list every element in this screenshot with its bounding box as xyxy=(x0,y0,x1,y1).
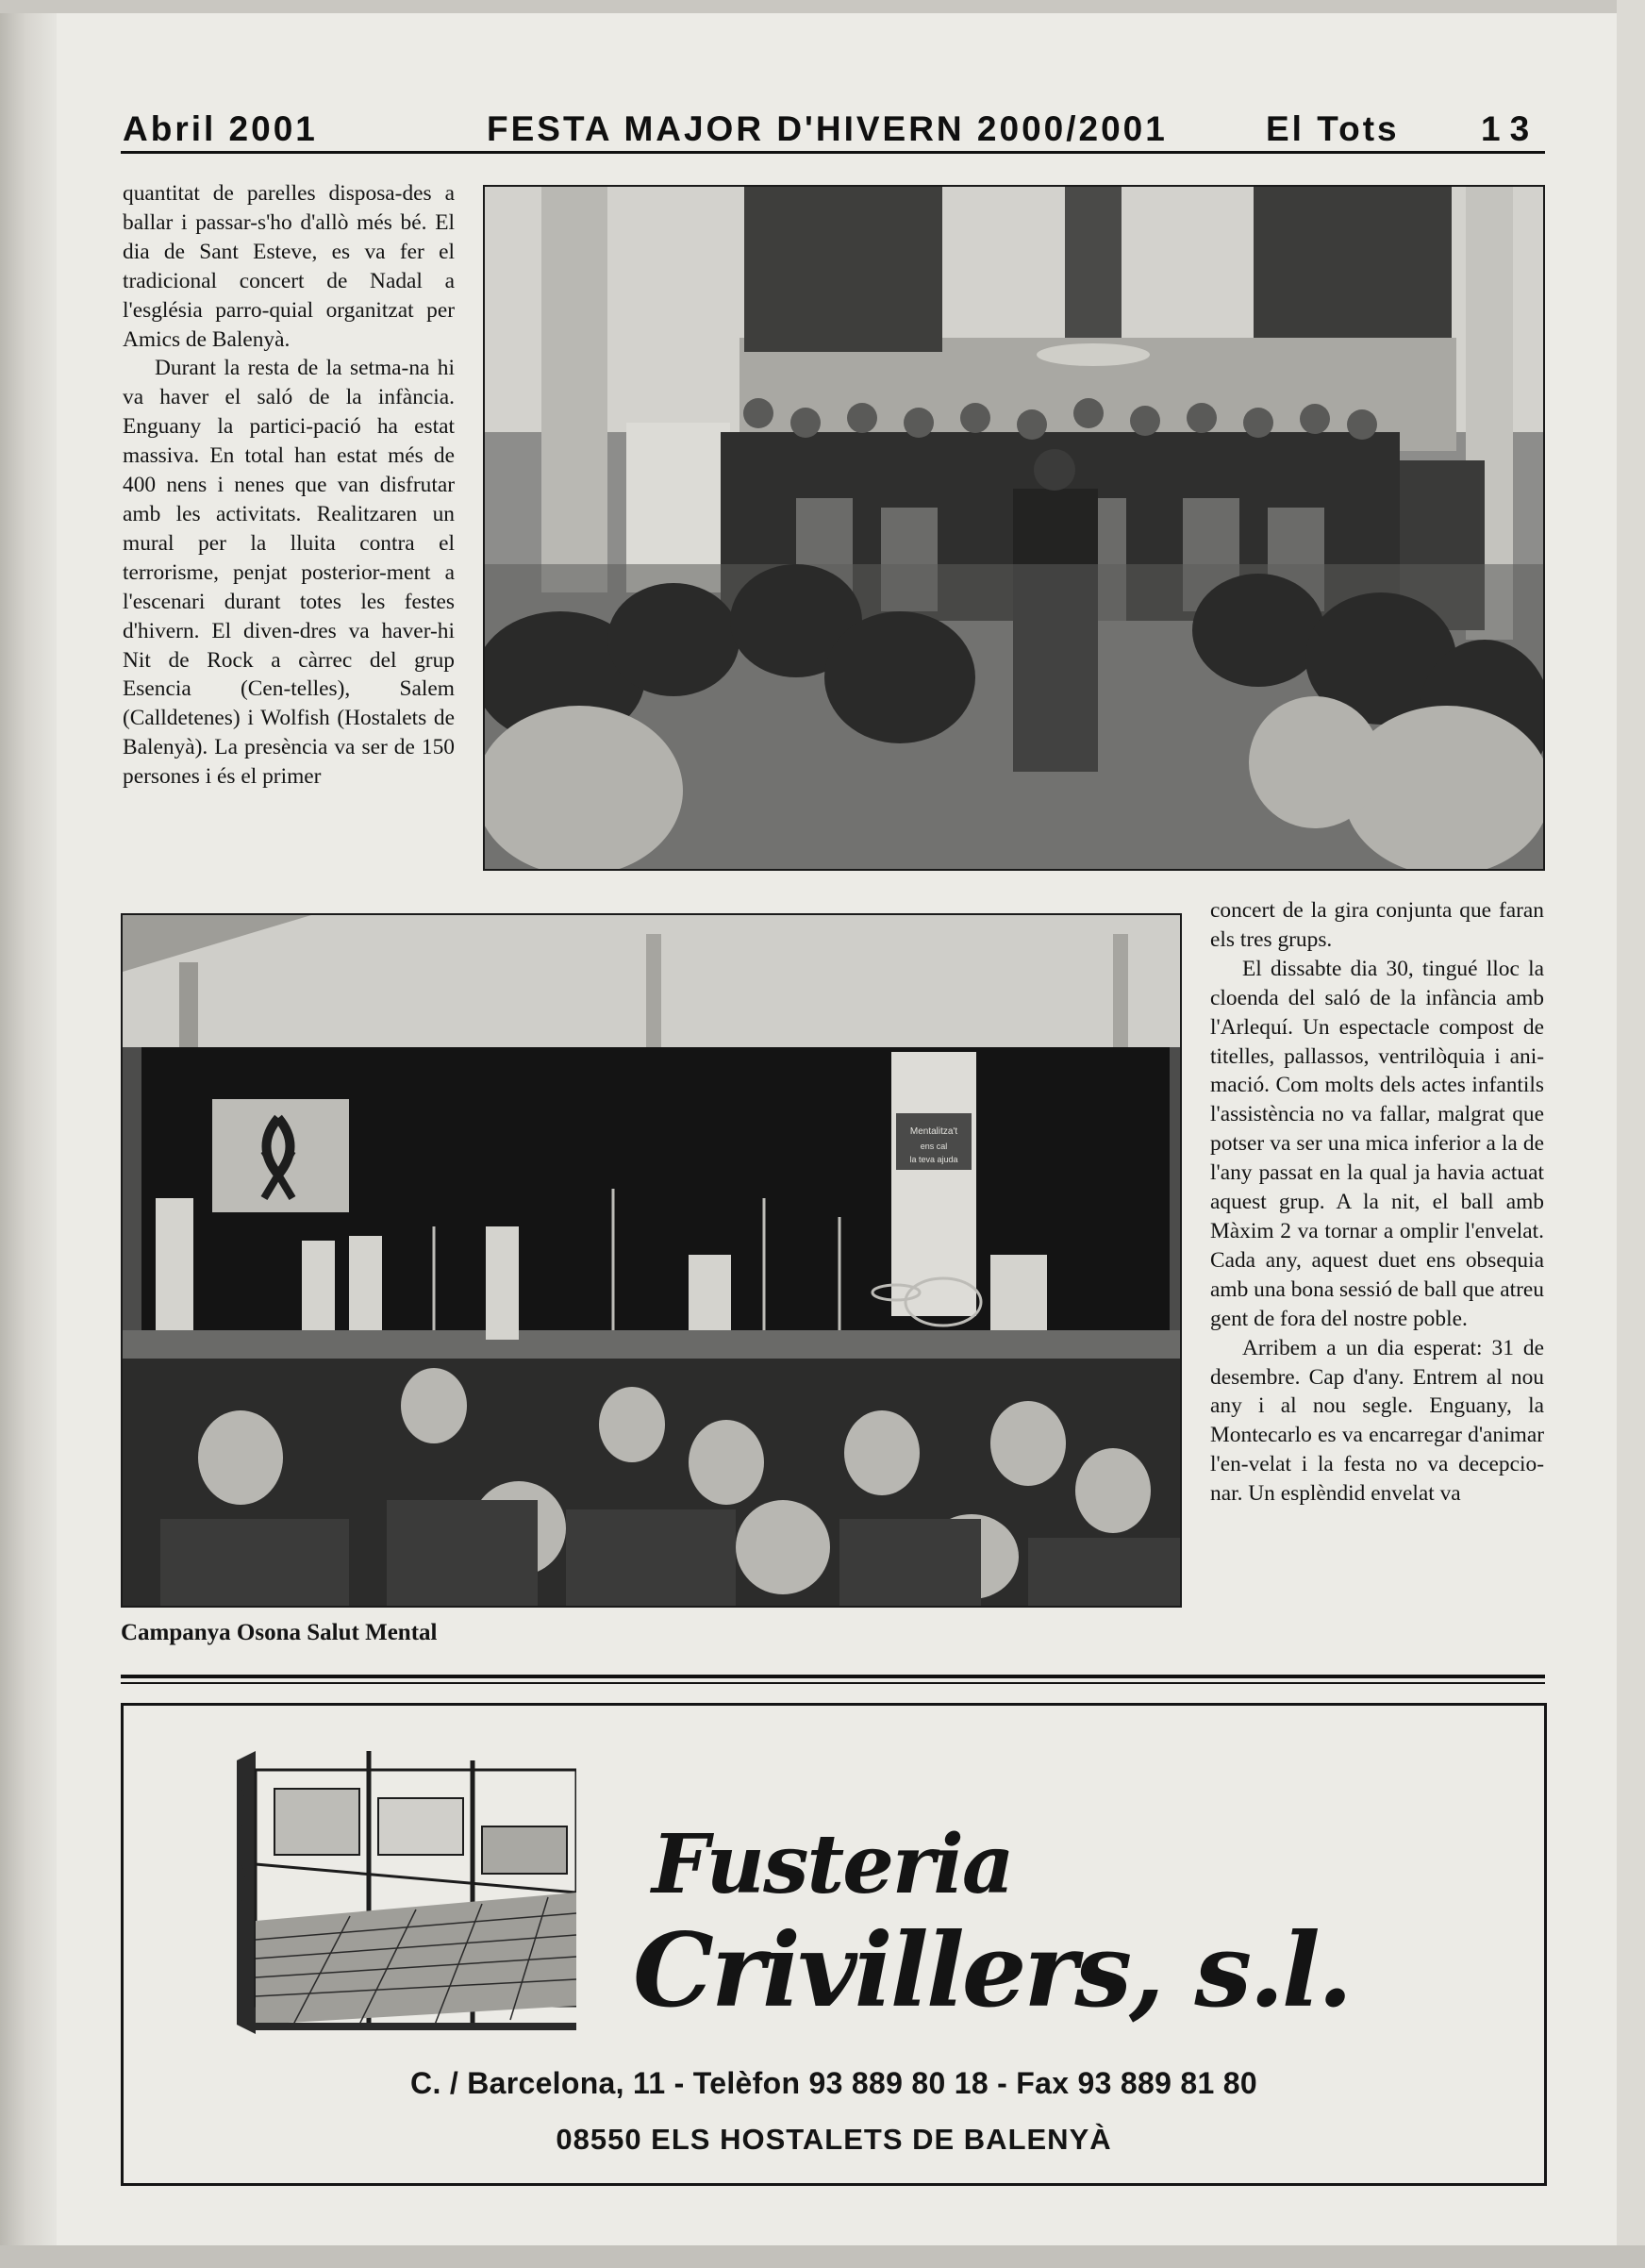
left-paragraph-2: Durant la resta de la setma-na hi va haver el saló de la infància. Enguany la partici-pació ha estat massiva. En total han estat més de 400 nens i nenes que van disfrutar amb les activitats. Realitzaren un mural per la lluita contra el terrorisme, penjat posterior-ment a l'escenari durant totes les festes d'hivern. El diven-dres va haver-hi Nit de Rock a càrrec del grup Esencia (Cen-telles), Salem (Calldetenes) i Wolfish (Hostalets de Balenyà). La presència va ser de 150 persones i és el primer xyxy=(123,356,455,790)
right-paragraph-2: El dissabte dia 30, tingué lloc la cloenda del saló de la infància amb l'Arlequí. Un espectacle compost de titelles, pallassos, ventrilòquia i ani-mació. Com molts dels actes infantils l'assistència no va fallar, malgrat que potser va ser una mica inferior a la de l'any passat en la qual ja havia actuat aquest grup. A la nit, el ball amb Màxim 2 va tornar a omplir l'envelat. Cada any, aquest duet ens obsequia amb una bona sessió de ball que atreu gent de fora del nostre poble. xyxy=(1210,956,1545,1331)
svg-text:ens cal: ens cal xyxy=(920,1142,948,1151)
scan-edge-bottom xyxy=(0,2245,1645,2268)
right-paragraph-3: Arribem a un dia esperat: 31 de desembre. Cap d'any. Entrem al nou any i al nou segle. Enguany, la Montecarlo es va encarregar d'animar l'en-velat i la festa no va decepcio-nar. Un esplèndid envelat va xyxy=(1210,1335,1544,1507)
left-paragraph-1: quantitat de parelles disposa-des a ballar i passar-s'ho d'allò més bé. El dia de Sant Esteve, es va fer el tradicional concert de Nadal a l'església parro-quial organitzat per Amics de Balenyà. xyxy=(123,181,455,352)
header-magazine: El Tots xyxy=(1266,109,1400,148)
ad-company-name-line2: Crivillers, s.l. xyxy=(633,1911,1351,2030)
scan-edge-top xyxy=(0,0,1645,13)
header-date: Abril 2001 xyxy=(123,109,318,148)
choir-concert-photo xyxy=(483,185,1545,871)
ad-company-name-line1: Fusteria xyxy=(652,1817,1013,1912)
page-binding-shadow xyxy=(0,0,57,2268)
article-right-column xyxy=(1210,896,1544,1509)
scan-edge-right xyxy=(1617,0,1645,2268)
header-page-number: 13 xyxy=(1481,109,1539,148)
carpentry-interior-illustration xyxy=(237,1751,576,2034)
banner-text: Mentalitza't xyxy=(909,1126,958,1137)
header-rule xyxy=(121,151,1545,154)
article-left-column xyxy=(123,179,455,792)
ad-separator-rule-thick xyxy=(121,1675,1545,1678)
svg-text:la teva ajuda: la teva ajuda xyxy=(909,1155,958,1164)
ad-address-phone-fax: C. / Barcelona, 11 - Telèfon 93 889 80 18 - Fax 93 889 81 80 xyxy=(410,2066,1257,2100)
mental-health-campaign-stage-photo xyxy=(121,913,1182,1608)
header-title: FESTA MAJOR D'HIVERN 2000/2001 xyxy=(487,109,1168,148)
right-paragraph-1: concert de la gira conjunta que faran els tres grups. xyxy=(1210,898,1544,952)
stage-photo-caption: Campanya Osona Salut Mental xyxy=(121,1620,438,1645)
page-header xyxy=(121,106,1545,153)
fusteria-advertisement xyxy=(121,1703,1547,2186)
ad-postal-town: 08550 ELS HOSTALETS DE BALENYÀ xyxy=(556,2123,1112,2156)
ad-separator-rule-thin xyxy=(121,1682,1545,1684)
